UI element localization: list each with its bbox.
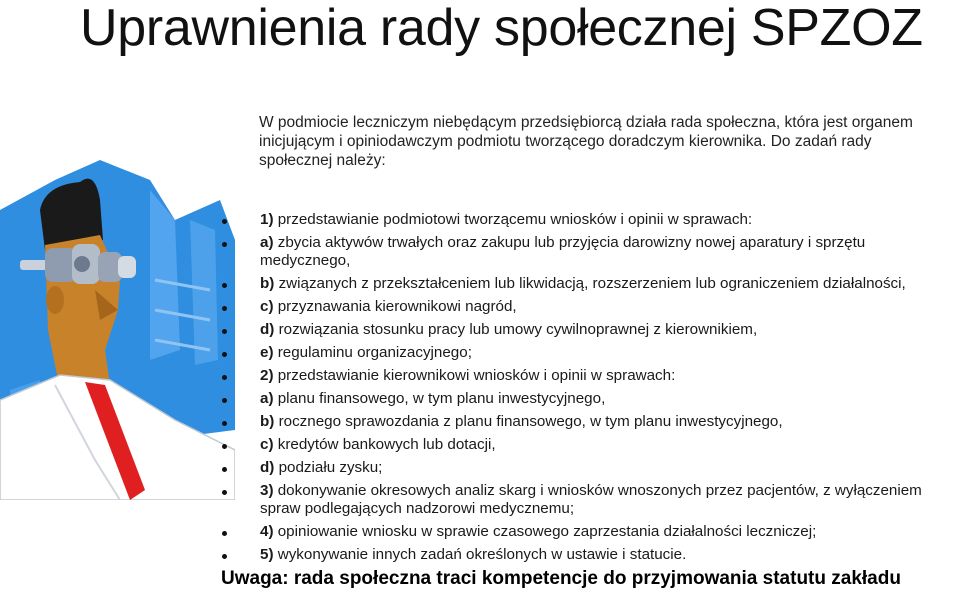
list-item-marker: 2) bbox=[260, 367, 274, 384]
list-item-text: zbycia aktywów trwałych oraz zakupu lub przyjęcia darowizny nowej aparatury i sprzętu medycznego, bbox=[260, 234, 866, 269]
list-item-marker: b) bbox=[260, 413, 275, 430]
list-item-marker: 4) bbox=[260, 523, 274, 540]
list-item-marker: a) bbox=[260, 234, 274, 251]
list-item bbox=[220, 459, 958, 477]
list-item-text: kredytów bankowych lub dotacji, bbox=[273, 436, 496, 453]
slide-title: Uprawnienia rady społecznej SPZOZ bbox=[80, 0, 923, 57]
intro-paragraph: W podmiocie leczniczym niebędącym przedsiębiorcą działa rada społeczna, która jest organem inicjującym i opiniodawczym podmiotu tworzącego doradczym kierownika. Do zadań rady społecznej należy: bbox=[259, 114, 913, 169]
list-item bbox=[220, 344, 958, 362]
list-item-marker: 3) bbox=[260, 482, 274, 499]
list-item bbox=[220, 482, 958, 518]
list-item-text: regulaminu organizacyjnego; bbox=[273, 344, 472, 361]
list-item bbox=[220, 321, 958, 339]
list-item-marker: b) bbox=[260, 275, 275, 292]
list-item-text: przyznawania kierownikowi nagród, bbox=[273, 298, 517, 315]
list-item-marker: d) bbox=[260, 321, 275, 338]
list-item bbox=[220, 275, 958, 293]
list-item-marker: c) bbox=[260, 298, 274, 315]
list-item-marker: e) bbox=[260, 344, 274, 361]
list-item bbox=[220, 367, 958, 385]
list-item bbox=[220, 436, 958, 454]
list-item bbox=[220, 390, 958, 408]
list-item-marker: d) bbox=[260, 459, 275, 476]
list-item-text: opiniowanie wniosku w sprawie czasowego zaprzestania działalności leczniczej; bbox=[273, 523, 817, 540]
notice-text: Uwaga: rada społeczna traci kompetencje do przyjmowania statutu zakładu bbox=[221, 568, 901, 589]
tasks-list bbox=[220, 211, 958, 569]
list-item-text: wykonywanie innych zadań określonych w ustawie i statucie. bbox=[273, 546, 687, 563]
list-item-text: związanych z przekształceniem lub likwidacją, rozszerzeniem lub ograniczeniem działalności, bbox=[274, 275, 906, 292]
list-item-marker: 1) bbox=[260, 211, 274, 228]
list-item-text: rozwiązania stosunku pracy lub umowy cywilnoprawnej z kierownikiem, bbox=[274, 321, 758, 338]
list-item-text: podziału zysku; bbox=[274, 459, 383, 476]
doctor-with-binoculars-icon bbox=[0, 160, 235, 500]
list-item bbox=[220, 234, 958, 270]
list-item-marker: 5) bbox=[260, 546, 274, 563]
list-item-text: przedstawianie kierownikowi wniosków i opinii w sprawach: bbox=[273, 367, 676, 384]
list-item-text: rocznego sprawozdania z planu finansowego, w tym planu inwestycyjnego, bbox=[274, 413, 783, 430]
list-item-text: planu finansowego, w tym planu inwestycyjnego, bbox=[273, 390, 606, 407]
list-item bbox=[220, 211, 958, 229]
list-item bbox=[220, 298, 958, 316]
list-item bbox=[220, 546, 958, 564]
illustration bbox=[0, 160, 235, 500]
list-item bbox=[220, 523, 958, 541]
list-item-marker: c) bbox=[260, 436, 274, 453]
list-item-marker: a) bbox=[260, 390, 274, 407]
list-item-text: dokonywanie okresowych analiz skarg i wniosków wnoszonych przez pacjentów, z wyłączeniem spraw podlegających nadzorowi medycznemu; bbox=[260, 482, 922, 517]
list-item bbox=[220, 413, 958, 431]
list-item-text: przedstawianie podmiotowi tworzącemu wniosków i opinii w sprawach: bbox=[273, 211, 753, 228]
